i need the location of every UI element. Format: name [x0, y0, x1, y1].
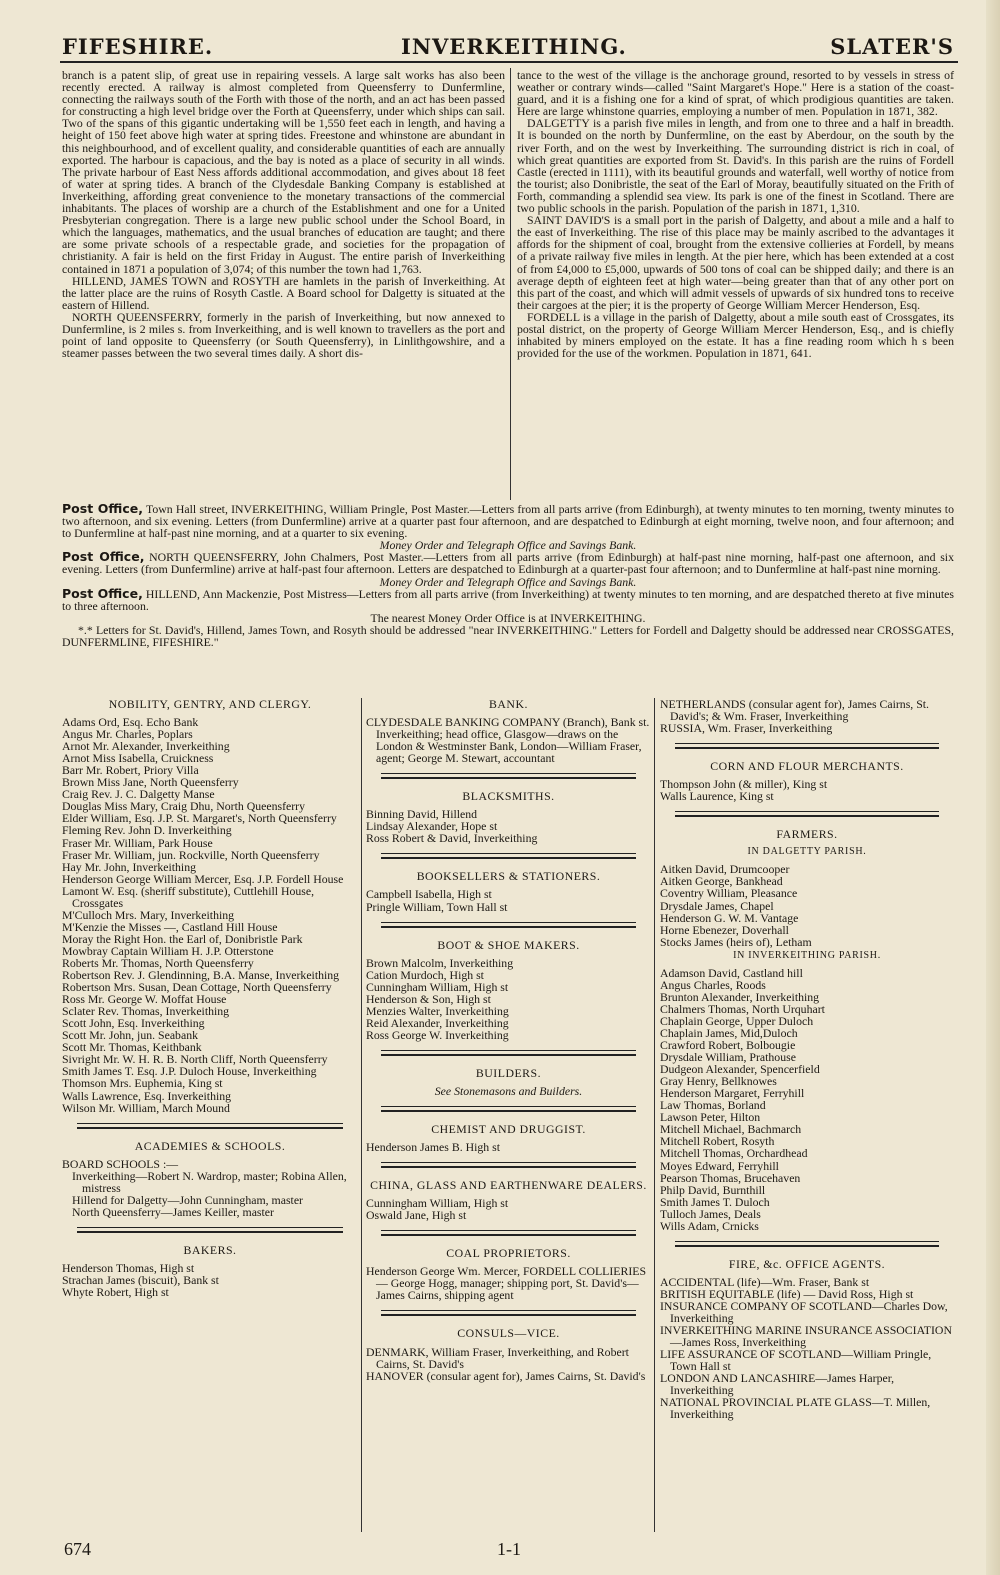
description-left-column: [62, 69, 505, 359]
list-item: Douglas Miss Mary, Craig Dhu, North Queensferry: [62, 799, 305, 814]
list-item: Mitchell Robert, Rosyth: [660, 1134, 775, 1149]
list-item: Fraser Mr. William, jun. Rockville, North Queensferry: [62, 847, 320, 862]
builders-note: See Stonemasons and Builders.: [434, 1083, 583, 1098]
list-item: Chaplain James, Mid,Duloch: [660, 1025, 798, 1040]
list-item: Mitchell Thomas, Orchardhead: [660, 1146, 808, 1161]
list-item: Henderson James B. High st: [366, 1140, 501, 1155]
list-item: Barr Mr. Robert, Priory Villa: [62, 763, 199, 778]
section-rule: [675, 743, 939, 749]
list-item: Brown Malcolm, Inverkeithing: [366, 955, 514, 970]
list-item: Gray Henry, Bellknowes: [660, 1074, 777, 1089]
list-item: Ross Robert & David, Inverkeithing: [366, 831, 538, 846]
list-item: Thompson John (& miller), King st: [660, 777, 828, 792]
section-rule: [381, 922, 636, 928]
list-item: Henderson G. W. M. Vantage: [660, 910, 799, 925]
nobility-list: [62, 716, 358, 1114]
list-item: Adamson David, Castland hill: [660, 965, 803, 980]
description-right-column: [517, 69, 954, 359]
list-item: Stocks James (heirs of), Letham: [660, 934, 812, 949]
section-heading: BAKERS.: [183, 1242, 237, 1257]
list-item: Strachan James (biscuit), Bank st: [62, 1272, 219, 1287]
list-item: Arnot Miss Isabella, Cruickness: [62, 751, 214, 766]
section-heading: ACADEMIES & SCHOOLS.: [134, 1138, 286, 1153]
list-item: Lindsay Alexander, Hope st: [366, 819, 498, 834]
section-heading: FARMERS.: [776, 827, 838, 842]
section-heading: CHINA, GLASS AND EARTHENWARE DEALERS.: [370, 1178, 647, 1193]
list-item: Elder William, Esq. J.P. St. Margaret's, North Queensferry: [62, 811, 337, 826]
farmers-dalgetty-list: [660, 863, 954, 947]
list-item: Fraser Mr. William, Park House: [62, 835, 213, 850]
post-office-entry: Post Office, Town Hall street, INVERKEITHING, William Pringle, Post Master.—Letters from all parts arrive (from Edinburgh), at twenty minutes to ten morning, twenty minutes to two afternoon, and six evening. Letters (from Dunfermline) arrive at a quarter past four afternoon, and are despatched to Edinburgh at eight morning, twelve noon, and four afternoon; and to Dunfermline at half-past nine morning, and at a quarter to six evening.: [62, 501, 954, 541]
page-number: 674: [64, 1539, 91, 1559]
consuls-continued-list: [660, 698, 954, 734]
list-item: Henderson & Son, High st: [366, 991, 491, 1006]
list-item: Reid Alexander, Inverkeithing: [366, 1015, 509, 1030]
post-office-entry: Post Office, HILLEND, Ann Mackenzie, Post Mistress—Letters from all parts arrive (from Inverkeithing) at twenty minutes to ten morning, and are despatched thereto at five minutes to three afternoon.: [62, 585, 954, 613]
list-item: Adams Ord, Esq. Echo Bank: [62, 715, 199, 730]
list-item: BRITISH EQUITABLE (life) — David Ross, High st: [660, 1286, 914, 1301]
section-heading: COAL PROPRIETORS.: [446, 1246, 571, 1261]
consuls-list: [366, 1346, 651, 1382]
list-item: Arnot Mr. Alexander, Inverkeithing: [62, 739, 230, 754]
section-rule: [381, 1050, 636, 1056]
list-item: Fleming Rev. John D. Inverkeithing: [62, 823, 232, 838]
list-item: Tulloch James, Deals: [660, 1206, 761, 1221]
list-item: Binning David, Hillend: [366, 807, 478, 822]
directory-column-3: [660, 698, 954, 1420]
list-item: Whyte Robert, High st: [62, 1285, 169, 1300]
section-rule: [381, 853, 636, 859]
list-item: Aitken George, Bankhead: [660, 874, 783, 889]
list-item: Angus Mr. Charles, Poplars: [62, 727, 193, 742]
list-item: Mitchell Michael, Bachmarch: [660, 1122, 802, 1137]
section-heading: BOOKSELLERS & STATIONERS.: [416, 869, 601, 884]
list-item: Ross George W. Inverkeithing: [366, 1027, 509, 1042]
list-item: Robertson Rev. J. Glendinning, B.A. Manse, Inverkeithing: [62, 968, 340, 983]
list-item: Law Thomas, Borland: [660, 1098, 766, 1113]
section-rule: [381, 1162, 636, 1168]
list-item: Aitken David, Drumcooper: [660, 862, 790, 877]
list-item: RUSSIA, Wm. Fraser, Inverkeithing: [660, 721, 833, 736]
list-item: Drysdale James, Chapel: [660, 898, 774, 913]
list-item: Scott John, Esq. Inverkeithing: [62, 1016, 205, 1031]
list-item: Lamont W. Esq. (sheriff substitute), Cuttlehill House, Crossgates: [62, 883, 315, 910]
section-heading: FIRE, &c. OFFICE AGENTS.: [728, 1256, 886, 1271]
list-item: Brown Miss Jane, North Queensferry: [62, 775, 239, 790]
fire-office-agents-list: [660, 1276, 954, 1421]
header-publisher: SLATER'S: [830, 34, 954, 59]
list-item: North Queensferry—James Keiller, master: [72, 1204, 274, 1219]
section-rule: [381, 1106, 636, 1112]
list-item: Chaplain George, Upper Duloch: [660, 1013, 814, 1028]
directory-column-2: [366, 698, 651, 1382]
section-heading: NOBILITY, GENTRY, AND CLERGY.: [108, 697, 312, 711]
header-rule: [60, 61, 958, 63]
corn-merchants-list: [660, 778, 954, 802]
section-rule: [675, 1241, 939, 1247]
list-item: Oswald Jane, High st: [366, 1208, 467, 1223]
section-rule: [381, 773, 636, 779]
list-item: Moray the Right Hon. the Earl of, Donibristle Park: [62, 931, 303, 946]
list-item: Sclater Rev. Thomas, Inverkeithing: [62, 1004, 230, 1019]
list-item: Horne Ebenezer, Doverhall: [660, 922, 789, 937]
boot-makers-list: [366, 957, 651, 1041]
section-rule: [381, 1310, 636, 1316]
column-divider: [510, 68, 511, 500]
list-item: Walls Laurence, King st: [660, 789, 774, 804]
list-item: Craig Rev. J. C. Dalgetty Manse: [62, 787, 215, 802]
list-item: INVERKEITHING MARINE INSURANCE ASSOCIATION—James Ross, Inverkeithing: [660, 1323, 952, 1350]
list-item: Wills Adam, Crnicks: [660, 1218, 759, 1233]
section-rule: [675, 811, 939, 817]
list-item: Lawson Peter, Hilton: [660, 1110, 761, 1125]
running-header: [62, 34, 954, 60]
list-item: Sivright Mr. W. H. R. B. North Cliff, North Queensferry: [62, 1052, 328, 1067]
bank-entry: CLYDESDALE BANKING COMPANY (Branch), Bank st. Inverkeithing; head office, Glasgow—draws on the London & Westminster Bank, London—William Fraser, agent; George M. Stewart, accountant: [366, 715, 650, 766]
list-item: Angus Charles, Roods: [660, 977, 766, 992]
list-item: Mowbray Captain William H. J.P. Otterstone: [62, 943, 274, 958]
chemist-list: [366, 1141, 651, 1153]
blacksmiths-list: [366, 808, 651, 844]
parish-subheading: IN DALGETTY PARISH.: [747, 846, 867, 858]
list-item: Inverkeithing—Robert N. Wardrop, master; Robina Allen, mistress: [72, 1168, 347, 1195]
list-item: Crawford Robert, Bolbougie: [660, 1038, 796, 1053]
list-item: HANOVER (consular agent for), James Cairns, St. David's: [366, 1368, 646, 1383]
list-item: Roberts Mr. Thomas, North Queensferry: [62, 955, 254, 970]
list-item: Wilson Mr. William, March Mound: [62, 1100, 230, 1115]
list-item: INSURANCE COMPANY OF SCOTLAND—Charles Dow, Inverkeithing: [660, 1298, 948, 1325]
post-footnote: *.* Letters for St. David's, Hillend, James Town, and Rosyth should be addressed "near INVERKEITHING." Letters for Fordell and Dalgetty should be addressed near CROSSGATES, DUNFERMLINE, FIFESHIRE.": [62, 622, 954, 650]
coal-proprietors-list: [366, 1265, 651, 1301]
section-heading: BOOT & SHOE MAKERS.: [437, 937, 580, 952]
list-item: Dudgeon Alexander, Spencerfield: [660, 1062, 820, 1077]
list-item: Henderson Margaret, Ferryhill: [660, 1086, 805, 1101]
list-item: Philp David, Burnthill: [660, 1182, 766, 1197]
list-item: NATIONAL PROVINCIAL PLATE GLASS—T. Millen, Inverkeithing: [660, 1395, 931, 1422]
bakers-list: [62, 1262, 358, 1298]
post-office-entry: Post Office, NORTH QUEENSFERRY, John Chalmers, Post Master.—Letters from all parts arrive (from Edinburgh) at half-past nine morning, half-past one afternoon, and six evening. Letters (from Dunfermline) arrive at half-past four afternoon. Letters are despatched to Edinburgh at a quarter-past four afternoon; and to Dunfermline at half-past nine morning.: [62, 549, 954, 577]
description-paragraph: tance to the west of the village is the anchorage ground, resorted to by vessels in stress of weather or contrary winds—called "Saint Margaret's Hope." Here is a station of the coast-guard, and it is a fishing one for a kind of sprat, of which prodigious quantities are taken. Here are large whinstone quarries, employing a number of men. Population in 1871, 382.: [517, 68, 954, 119]
column-divider: [654, 698, 655, 1532]
parish-subheading: IN INVERKEITHING PARISH.: [733, 949, 881, 961]
section-rule: [381, 1230, 636, 1236]
list-item: NETHERLANDS (consular agent for), James Cairns, St. David's; & Wm. Fraser, Inverkeithing: [660, 697, 929, 724]
post-office-note: Money Order and Telegraph Office and Savings Bank.: [379, 574, 637, 589]
list-item: LIFE ASSURANCE OF SCOTLAND—William Pringle, Town Hall st: [660, 1347, 932, 1374]
list-item: Cunningham William, High st: [366, 979, 509, 994]
section-heading: BUILDERS.: [475, 1065, 542, 1080]
section-heading: CORN AND FLOUR MERCHANTS.: [710, 759, 904, 774]
list-item: Brunton Alexander, Inverkeithing: [660, 989, 820, 1004]
list-item: Smith James T. Esq. J.P. Duloch House, Inverkeithing: [62, 1064, 317, 1079]
academies-lead: BOARD SCHOOLS :—: [62, 1156, 179, 1171]
column-divider: [361, 698, 362, 1532]
list-item: ACCIDENTAL (life)—Wm. Fraser, Bank st: [660, 1274, 870, 1289]
section-heading: CONSULS—VICE.: [457, 1326, 560, 1341]
description-paragraph: NORTH QUEENSFERRY, formerly in the parish of Inverkeithing, but now annexed to Dunfermline, is 2 miles s. from Inverkeithing, and is well known to travellers as the port and point of land opposite to Queensferry (or South Queensferry), in Linlithgowshire, and a steamer passes between the two several times daily. A short dis-: [62, 309, 505, 361]
description-paragraph: FORDELL is a village in the parish of Dalgetty, about a mile south east of Crossgates, its postal district, on the property of George William Mercer Henderson, Esq., and is chiefly inhabited by miners employed on the estate. It has a fine reading room which h s been provided for the use of the workmen. Population in 1871, 641.: [517, 309, 954, 361]
list-item: DENMARK, William Fraser, Inverkeithing, and Robert Cairns, St. David's: [366, 1344, 629, 1371]
description-paragraph: SAINT DAVID'S is a small port in the parish of Dalgetty, and about a mile and a half to the east of Inverkeithing. The rise of this place may be mainly ascribed to the advantages it affords for the shipment of coal, brought from the extensive collieries at Fordell, by means of a private railway five miles in length. At the pier here, which has been extended at a cost of from £4,000 to £5,000, upwards of 500 tons of coal can be shipped daily; and there is an average depth of eighteen feet at high water—being greater than that of any other port on this part of the coast, and which will admit vessels of upwards of six hundred tons to receive their cargoes at the pier; it is the property of George William Mercer Henderson, Esq.: [517, 213, 954, 312]
booksellers-list: [366, 888, 651, 912]
header-county: FIFESHIRE.: [62, 34, 214, 59]
directory-column-1: [62, 698, 358, 1298]
description-paragraph: DALGETTY is a parish five miles in length, and from one to three and a half in breadth. It is bounded on the north by Dunfermline, on the east by Aberdour, on the south by the river Forth, and on the west by Inverkeithing. The surrounding district is rich in coal, of which great quantities are exported from St. David's. In this parish are the ruins of Fordell Castle (erected in 1111), with its beautiful grounds and waterfall, well worthy of notice from the tourist; also Donibristle, the seat of the Earl of Moray, beautifully situated on the Frith of Forth, commanding a splendid sea view. Its park is one of the finest in Scotland. There are two public schools in the parish. Population of the parish in 1871, 1,310.: [517, 116, 954, 216]
list-item: Thomson Mrs. Euphemia, King st: [62, 1076, 223, 1091]
list-item: Smith James T. Duloch: [660, 1194, 770, 1209]
list-item: LONDON AND LANCASHIRE—James Harper, Inverkeithing: [660, 1371, 895, 1398]
list-item: Cation Murdoch, High st: [366, 967, 484, 982]
list-item: Scott Mr. John, jun. Seabank: [62, 1028, 198, 1043]
page-spine: [986, 0, 1000, 1575]
list-item: Scott Mr. Thomas, Keithbank: [62, 1040, 202, 1055]
post-office-label: Post Office,: [62, 549, 145, 565]
list-item: Drysdale William, Prathouse: [660, 1050, 796, 1065]
description-paragraph: branch is a patent slip, of great use in repairing vessels. A large salt works has also been recently erected. A railway is almost completed from Queensferry to Dunfermline, connecting the railways south of the Forth with those of the north, and an act has been passed for constructing a high level bridge over the Forth at Queensferry, under which ships can sail. Two of the spans of this gigantic undertaking will be 1,550 feet each in length, and having a height of 150 feet above high water at spring tides. Freestone and whinstone are abundant in this neighbourhood, and of excellent quality, and considerable quantities of each are annually exported. The harbour is capacious, and the bay is noted as a place of security in all winds. The private harbour of East Ness affords additional accommodation, and gives about 18 feet of water at spring tides. A branch of the Clydesdale Banking Company is established at Inverkeithing, affording great convenience to the monetary transactions of the commercial inhabitants. The places of worship are a church of the Establishment and one for a United Presbyterian congregation. There is a large new public school under the School Board, in which the languages, mathematics, and the usual branches of education are taught; and there are some private schools of a respectable grade, and societies for the propagation of christianity. A fair is held on the first Friday in August. The entire parish of Inverkeithing contained in 1871 a population of 3,074; of this number the town had 1,763.: [62, 68, 505, 276]
list-item: Moyes Edward, Ferryhill: [660, 1158, 779, 1173]
post-office-note: The nearest Money Order Office is at INVERKEITHING.: [370, 610, 646, 625]
section-heading: BANK.: [489, 697, 528, 711]
list-item: Henderson George Wm. Mercer, FORDELL COLLIERIES — George Hogg, manager; shipping port, St. David's—James Cairns, shipping agent: [366, 1264, 647, 1303]
header-town: INVERKEITHING.: [401, 34, 627, 59]
description-paragraph: HILLEND, JAMES TOWN and ROSYTH are hamlets in the parish of Inverkeithing. At the latter place are the ruins of Rosyth Castle. A Board school for Dalgetty is situated at the eastern of Hillend.: [62, 273, 505, 312]
list-item: Robertson Mrs. Susan, Dean Cottage, North Queensferry: [62, 980, 332, 995]
china-dealers-list: [366, 1197, 651, 1221]
list-item: Campbell Isabella, High st: [366, 887, 492, 902]
post-office-label: Post Office,: [62, 585, 143, 601]
list-item: Hay Mr. John, Inverkeithing: [62, 859, 197, 874]
farmers-inverkeithing-list: [660, 967, 954, 1232]
section-rule: [77, 1123, 343, 1129]
post-office-label: Post Office,: [62, 501, 143, 516]
list-item: Cunningham William, High st: [366, 1196, 509, 1211]
section-rule: [77, 1227, 343, 1233]
list-item: Ross Mr. George W. Moffat House: [62, 992, 227, 1007]
list-item: M'Culloch Mrs. Mary, Inverkeithing: [62, 907, 235, 922]
list-item: Menzies Walter, Inverkeithing: [366, 1003, 509, 1018]
list-item: Henderson Thomas, High st: [62, 1260, 195, 1275]
list-item: M'Kenzie the Misses —, Castland Hill House: [62, 919, 278, 934]
signature-mark: 1-1: [497, 1539, 521, 1559]
list-item: Henderson George William Mercer, Esq. J.P. Fordell House: [62, 871, 344, 886]
list-item: Walls Lawrence, Esq. Inverkeithing: [62, 1088, 232, 1103]
list-item: Pringle William, Town Hall st: [366, 899, 508, 914]
post-office-notices: [62, 503, 954, 648]
list-item: Chalmers Thomas, North Urquhart: [660, 1001, 825, 1016]
post-office-note: Money Order and Telegraph Office and Savings Bank.: [379, 538, 637, 553]
list-item: Coventry William, Pleasance: [660, 886, 798, 901]
section-heading: CHEMIST AND DRUGGIST.: [431, 1122, 586, 1137]
section-heading: BLACKSMITHS.: [462, 789, 555, 804]
academies-list: [62, 1170, 358, 1218]
list-item: Hillend for Dalgetty—John Cunningham, master: [72, 1192, 303, 1207]
list-item: Pearson Thomas, Brucehaven: [660, 1170, 801, 1185]
